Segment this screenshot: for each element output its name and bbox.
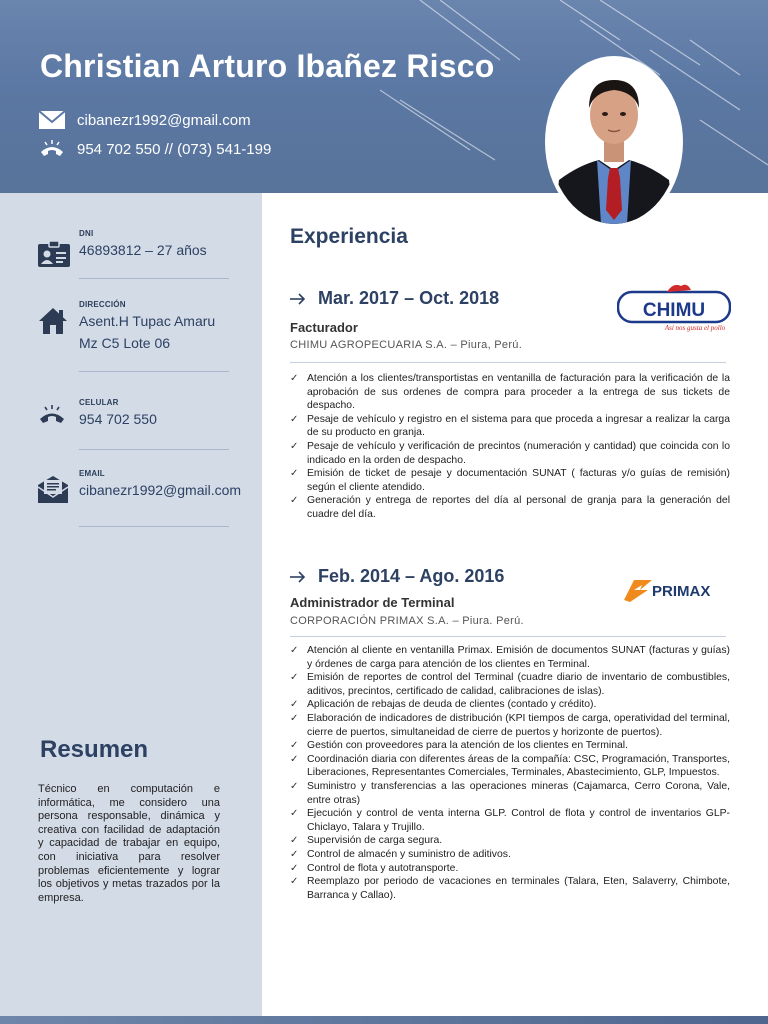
chimu-logo xyxy=(617,282,731,334)
check-icon: ✓ xyxy=(290,712,299,724)
bullet-text: Generación y entrega de reportes del día al personal de granja para la generación del cuadre del día. xyxy=(307,495,730,520)
phone-value: 954 702 550 xyxy=(79,411,157,427)
arrow-right-icon xyxy=(290,293,306,305)
check-icon: ✓ xyxy=(290,413,299,425)
divider xyxy=(79,371,229,372)
bullet-item xyxy=(290,780,730,807)
arrow-right-icon xyxy=(290,571,306,583)
job-dates xyxy=(290,288,499,309)
bullet-text: Suministro y transferencias a las operaciones mineras (Cajamarca, Cerro Corona, Vale, entre otras) xyxy=(307,780,730,806)
job-company: CORPORACIÓN PRIMAX S.A. – Piura. Perú. xyxy=(290,615,524,627)
bullet-item xyxy=(290,372,730,413)
house-icon xyxy=(38,306,68,336)
check-icon: ✓ xyxy=(290,862,299,874)
bullet-text: Coordinación diaria con diferentes áreas de la compañía: CSC, Programación, Transportes, Liberaciones, Representantes Comerciales, Terminales, Abastecimiento, GLP, Impuestos. xyxy=(307,753,730,779)
check-icon: ✓ xyxy=(290,645,299,656)
job-dates-text: Feb. 2014 – Ago. 2016 xyxy=(318,566,505,586)
bullet-item xyxy=(290,494,730,521)
check-icon: ✓ xyxy=(290,495,299,507)
divider xyxy=(290,362,726,363)
bullet-text: Pesaje de vehículo y verificación de precintos (numeración y cantidad) que coincida con lo indicado en la orden de despacho. xyxy=(307,440,730,466)
check-icon: ✓ xyxy=(290,740,299,752)
check-icon: ✓ xyxy=(290,468,299,480)
bullet-item xyxy=(290,467,730,494)
envelope-icon xyxy=(38,110,66,130)
job-role: Facturador xyxy=(290,320,358,335)
bullet-item xyxy=(290,440,730,467)
check-icon: ✓ xyxy=(290,440,299,452)
job-bullets xyxy=(290,644,730,902)
dni-label: DNI xyxy=(79,229,94,238)
email-label: EMAIL xyxy=(79,469,105,478)
bullet-text: Emisión de ticket de pesaje y documentación SUNAT ( facturas y/o guías de remisión) según el cliente atendido. xyxy=(307,468,730,493)
bullet-text: Control de flota y autotransporte. xyxy=(307,862,459,874)
summary-heading: Resumen xyxy=(40,736,149,763)
footer-bar xyxy=(0,1016,768,1024)
bullet-text: Emisión de reportes de control del Terminal (cuadre diario de inventario de combustibles, aditivos, precintos, certificado de calidad, calibraciones de islas). xyxy=(307,672,730,697)
bullet-text: Pesaje de vehículo y registro en el sistema para que proceda a ingresar a realizar la carga de su producto en granja. xyxy=(307,413,730,439)
check-icon: ✓ xyxy=(290,699,299,711)
header-phone-row xyxy=(38,138,271,160)
check-icon: ✓ xyxy=(290,780,299,792)
bullet-text: Atención a los clientes/transportistas en ventanilla de facturación para la verificación de la aprobación de sus ordenes de compra para proceder a la entrega de sus tickets de despacho. xyxy=(307,373,730,412)
divider xyxy=(290,636,726,637)
chimu-tagline: Así nos gusta el pollo xyxy=(664,324,726,332)
bullet-text: Ejecución y control de venta interna GLP. Control de flota y control de inventarios GLP-Chiclayo, Talara y Trujillo. xyxy=(307,808,730,833)
profile-photo xyxy=(545,56,683,228)
header-email-row xyxy=(38,110,251,130)
header-email[interactable]: cibanezr1992@gmail.com xyxy=(77,111,251,129)
check-icon: ✓ xyxy=(290,753,299,765)
divider xyxy=(79,278,229,279)
bullet-item xyxy=(290,644,730,671)
check-icon: ✓ xyxy=(290,672,299,684)
phone-icon xyxy=(38,404,66,426)
bullet-text: Supervisión de carga segura. xyxy=(307,835,443,847)
primax-logo-text: PRIMAX xyxy=(652,583,711,600)
chimu-logo-text: CHIMU xyxy=(642,300,706,321)
address-label: DIRECCIÓN xyxy=(79,300,126,309)
bullet-item xyxy=(290,834,730,848)
phone-label: CELULAR xyxy=(79,398,119,407)
bullet-item xyxy=(290,753,730,780)
email-value[interactable]: cibanezr1992@gmail.com xyxy=(79,482,242,498)
portrait-image xyxy=(549,60,679,224)
bullet-text: Atención al cliente en ventanilla Primax. Emisión de documentos SUNAT (facturas y guías) y órdenes de carga para atención de los clientes en Terminal. xyxy=(307,645,730,670)
check-icon: ✓ xyxy=(290,848,299,860)
phone-icon xyxy=(38,138,66,160)
address-line-2: Mz C5 Lote 06 xyxy=(79,335,171,351)
bullet-item xyxy=(290,413,730,440)
job-dates xyxy=(290,566,504,587)
summary-text: Técnico en computación e informática, me considero una persona responsable, dinámica y creativa con facilidad de adaptación y capacidad de trabajar en equipo, con iniciativa para resolver problemas eficientemente y lograr los objetivos y metas trazados por la empresa. xyxy=(38,783,220,904)
bullet-text: Control de almacén y suministro de aditivos. xyxy=(307,848,511,860)
primax-logo xyxy=(620,576,728,604)
bullet-item xyxy=(290,862,730,876)
bullet-item xyxy=(290,807,730,834)
check-icon: ✓ xyxy=(290,876,299,888)
address-line-1: Asent.H Tupac Amaru xyxy=(79,313,216,329)
divider xyxy=(79,526,229,527)
bullet-item xyxy=(290,698,730,712)
job-bullets xyxy=(290,372,730,522)
bullet-item xyxy=(290,739,730,753)
bullet-text: Aplicación de rebajas de deuda de clientes (contado y crédito). xyxy=(307,699,597,711)
bullet-item xyxy=(290,671,730,698)
check-icon: ✓ xyxy=(290,373,299,384)
job-company: CHIMU AGROPECUARIA S.A. – Piura, Perú. xyxy=(290,339,523,351)
sidebar xyxy=(0,193,262,1024)
bullet-item xyxy=(290,848,730,862)
bullet-text: Elaboración de indicadores de distribución (KPI tiempos de carga, operatividad del terminal, cierre de puertos, simultaneidad de cierre de puertos y horizonte de puertos). xyxy=(307,712,730,738)
job-dates-text: Mar. 2017 – Oct. 2018 xyxy=(318,288,500,308)
job-role: Administrador de Terminal xyxy=(290,595,455,610)
bullet-item xyxy=(290,875,730,902)
id-card-icon xyxy=(38,241,70,267)
check-icon: ✓ xyxy=(290,835,299,847)
dni-value: 46893812 – 27 años xyxy=(79,242,207,258)
candidate-name: Christian Arturo Ibañez Risco xyxy=(40,48,495,84)
bullet-item xyxy=(290,712,730,739)
divider xyxy=(79,449,229,450)
check-icon: ✓ xyxy=(290,808,299,820)
bullet-text: Reemplazo por periodo de vacaciones en terminales (Talara, Eten, Salaverry, Chimbote, Barranca y Callao). xyxy=(307,876,730,901)
mail-icon xyxy=(38,475,68,503)
experience-heading: Experiencia xyxy=(290,225,408,248)
bullet-text: Gestión con proveedores para la atención de los clientes en Terminal. xyxy=(307,740,628,752)
header-phone: 954 702 550 // (073) 541-199 xyxy=(77,140,272,158)
